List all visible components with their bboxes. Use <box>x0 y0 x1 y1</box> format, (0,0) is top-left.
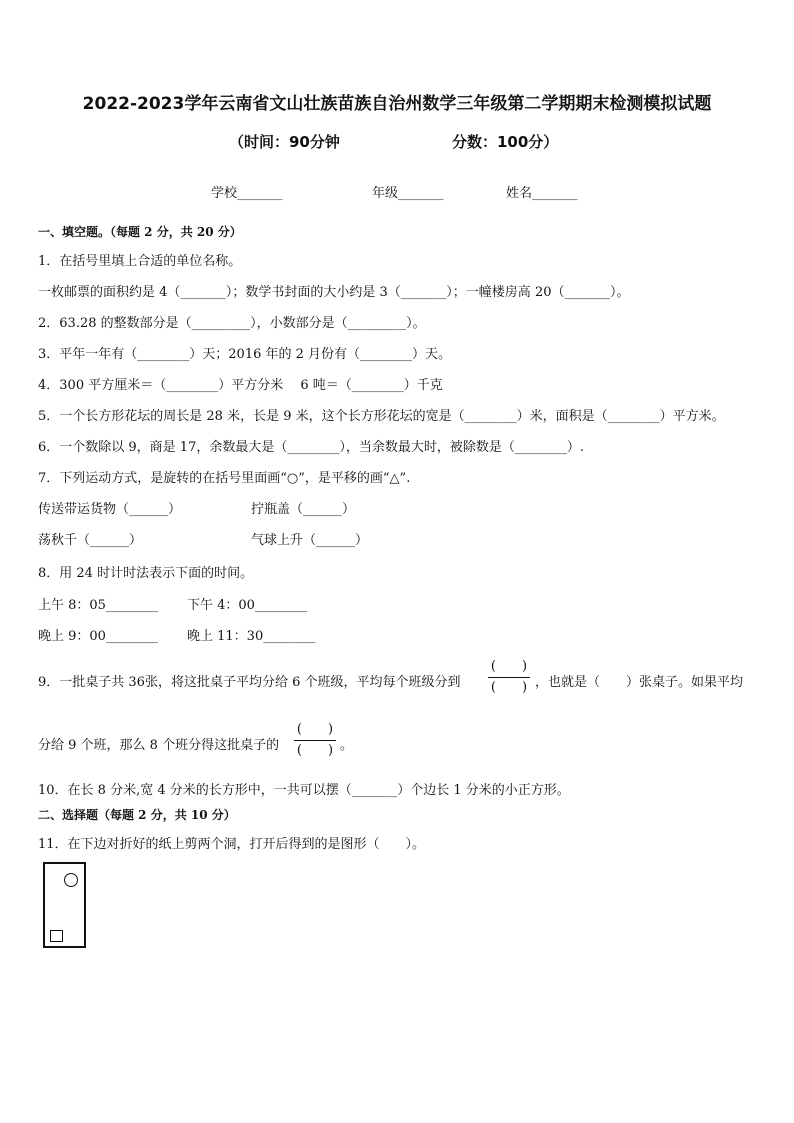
question-9-part-c: 分给 9 个班，那么 8 个班分得这批桌子的 <box>38 738 280 753</box>
section-1-heading: 一、填空题。（每题 2 分，共 20 分） <box>38 225 242 239</box>
question-1-items: 一枚邮票的面积约是 4（_______）；数学书封面的大小约是 3（_______）；一幢楼房高 20（_______）。 <box>38 285 630 300</box>
time-label: （时间：90分钟 <box>229 133 340 151</box>
circle-hole-icon <box>64 873 78 887</box>
question-9-part-b: ，也就是（ ）张桌子。如果平均 <box>535 675 744 690</box>
question-8-item-b: 下午 4：00________ <box>187 598 307 613</box>
question-7: 7．下列运动方式，是旋转的在括号里面画“○”，是平移的画“△”. <box>38 471 411 486</box>
name-field[interactable]: 姓名_______ <box>506 186 578 201</box>
question-7-item-bottle-cap: 拧瓶盖（______） <box>251 502 356 517</box>
question-4: 4．300 平方厘米＝（________）平方分米 6 吨＝（________）千克 <box>38 378 443 393</box>
score-label: 分数：100分） <box>452 133 559 151</box>
question-6: 6．一个数除以 9，商是 17，余数最大是（________），当余数最大时，被除数是（________）. <box>38 440 584 455</box>
fraction-numerator: ( ) <box>296 722 334 737</box>
question-7-item-balloon: 气球上升（______） <box>251 533 369 548</box>
fraction-numerator: ( ) <box>490 659 528 674</box>
question-9-part-a: 9．一批桌子共 36张，将这批桌子平均分给 6 个班级，平均每个班级分到 <box>38 675 461 690</box>
square-hole-icon <box>50 930 63 942</box>
question-8-item-d: 晚上 11：30________ <box>187 629 316 644</box>
fraction-blank-1[interactable] <box>486 657 532 698</box>
question-11: 11．在下边对折好的纸上剪两个洞，打开后得到的是图形（ ）。 <box>38 837 426 852</box>
fraction-denominator: ( ) <box>490 680 528 695</box>
question-5: 5．一个长方形花坛的周长是 28 米，长是 9 米，这个长方形花坛的宽是（________）米，面积是（________）平方米。 <box>38 409 725 424</box>
question-8-item-a: 上午 8：05________ <box>38 598 158 613</box>
section-2-heading: 二、选择题（每题 2 分，共 10 分） <box>38 808 236 822</box>
question-3: 3．平年一年有（________）天；2016 年的 2 月份有（________）天。 <box>38 347 452 362</box>
folded-paper-figure <box>43 862 86 948</box>
question-7-item-swing: 荡秋千（______） <box>38 533 143 548</box>
question-1: 1．在括号里填上合适的单位名称。 <box>38 254 242 269</box>
question-7-item-conveyor: 传送带运货物（______） <box>38 502 182 517</box>
question-2: 2．63.28 的整数部分是（_________），小数部分是（_________）。 <box>38 316 426 331</box>
question-8-item-c: 晚上 9：00________ <box>38 629 158 644</box>
question-10: 10．在长 8 分米,宽 4 分米的长方形中，一共可以摆（_______）个边长 1 分米的小正方形。 <box>38 783 570 798</box>
question-9-part-d: 。 <box>340 738 354 753</box>
school-field[interactable]: 学校_______ <box>211 186 283 201</box>
grade-field[interactable]: 年级_______ <box>372 186 444 201</box>
page-title: 2022-2023学年云南省文山壮族苗族自治州数学三年级第二学期期末检测模拟试题 <box>82 94 712 114</box>
question-8: 8．用 24 时计时法表示下面的时间。 <box>38 566 254 581</box>
fraction-blank-2[interactable] <box>292 720 338 761</box>
fraction-denominator: ( ) <box>296 743 334 758</box>
